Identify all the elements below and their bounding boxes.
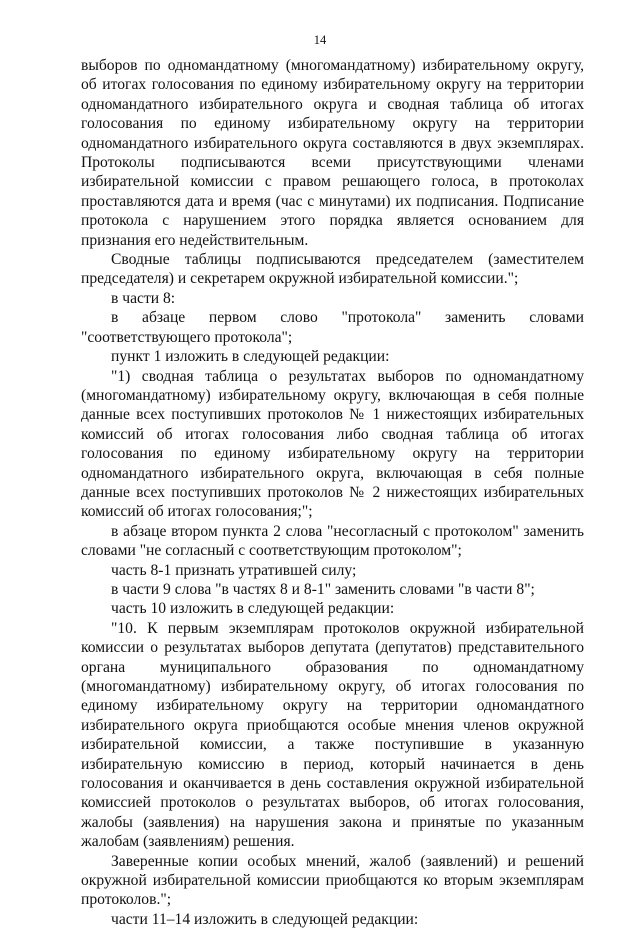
paragraph-certified-copies: Заверенные копии особых мнений, жалоб (заявлений) и решений окружной избирательной комиссии приобщаются ко вторым экземплярам протоколов.";: [81, 852, 584, 909]
paragraph-part-10-intro: часть 10 изложить в следующей редакции:: [111, 600, 395, 618]
paragraph-protocol-signing: выборов по одномандатному (многомандатному) избирательному округу, об итогах голосования по единому избирательному округу на территории одномандатного избирательного округа и сводная таблица об итогах голосования по единому избирательному округу на территории одномандатного избирательного округа составляются в двух экземплярах. Протоколы подписываются всеми присутствующими членами избирательной комиссии с правом решающего голоса, в протоколах проставляются дата и время (час с минутами) их подписания. Подписание протокола с нарушением этого порядка является основанием для признания его недействительным.: [81, 57, 584, 249]
paragraph-part-8-heading: в части 8:: [111, 289, 176, 307]
paragraph-part-10-text: "10. К первым экземплярам протоколов окружной избирательной комиссии о результатах выборов депутата (депутатов) представительного органа муниципального образования по одномандатному (многомандатному) избирательному округу, об итогах голосования по единому избирательному округу на территории одномандатного избирательного округа приобщаются особые мнения членов окружной избирательной комиссии, а также поступившие в указанную избирательную комиссию в период, который начинается в день голосования и оканчивается в день составления окружной избирательной комиссией протоколов о результатах выборов, об итогах голосования, жалобы (заявления) на нарушения закона и принятые по указанным жалобам (заявлениям) решения.: [81, 619, 584, 851]
paragraph-parts-11-14-intro: части 11–14 изложить в следующей редакции:: [111, 910, 419, 928]
document-body: [81, 56, 584, 929]
paragraph-part-8-first-abzac: в абзаце первом слово "протокола" заменить словами "соответствующего протокола";: [81, 309, 584, 346]
paragraph-part-8-1-repeal: часть 8-1 признать утратившей силу;: [111, 561, 357, 579]
paragraph-point-2-amendment: в абзаце втором пункта 2 слова "несогласный с протоколом" заменить словами "не согласный с соответствующим протоколом";: [81, 522, 584, 560]
page-number: 14: [313, 33, 327, 47]
paragraph-summary-tables-signing: Сводные таблицы подписываются председателем (заместителем председателя) и секретарем окружной избирательной комиссии.";: [81, 251, 584, 288]
paragraph-part-9-amendment: в части 9 слова "в частях 8 и 8-1" заменить словами "в части 8";: [111, 580, 535, 598]
paragraph-point-1-text: "1) сводная таблица о результатах выборов по одномандатному (многомандатному) избирательному округу, включающая в себя полные данные всех поступивших протоколов № 1 нижестоящих избирательных комиссий об итогах голосования либо сводная таблица об итогах голосования по единому избирательному округу на территории одномандатного избирательного округа, включающая в себя полные данные всех поступивших протоколов № 2 нижестоящих избирательных комиссий об итогах голосования;";: [81, 367, 584, 521]
paragraph-point-1-intro: пункт 1 изложить в следующей редакции:: [111, 348, 390, 366]
